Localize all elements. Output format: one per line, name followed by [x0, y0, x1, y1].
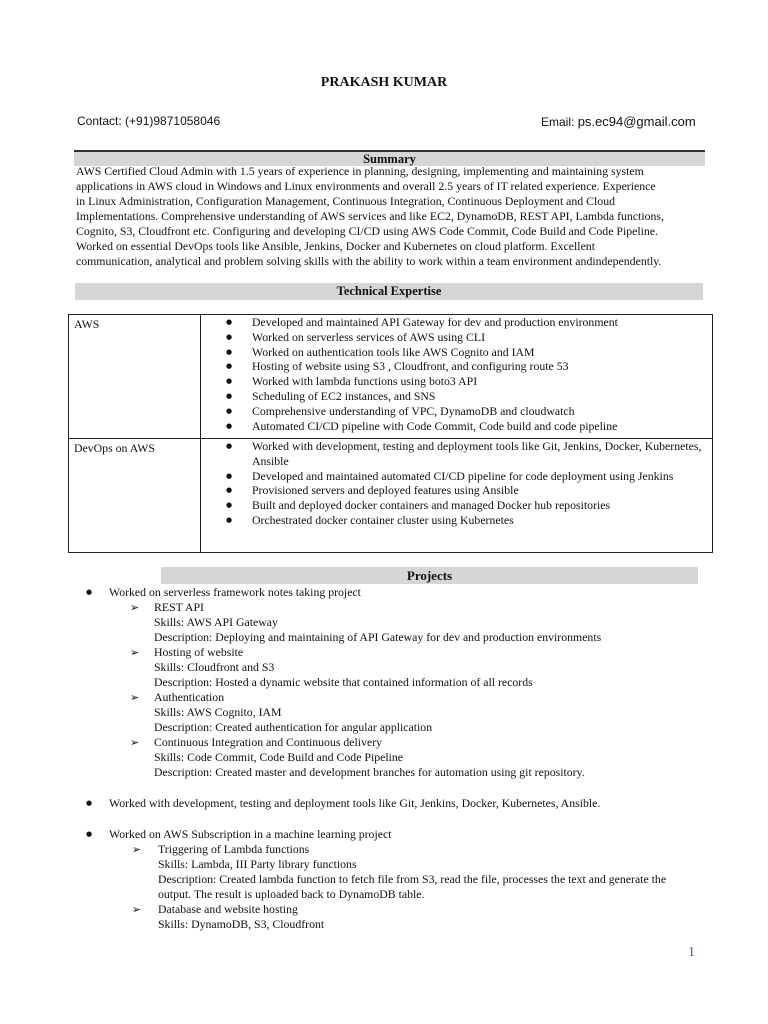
projects-heading: Projects — [161, 567, 698, 584]
arrow-bullet-icon: ➢ — [130, 601, 140, 614]
list-item: ● Hosting of website using S3 , Cloudfront, and configuring route 53 — [201, 359, 708, 374]
projects-section — [0, 585, 768, 932]
project-item: ● Worked on AWS Subscription in a machine learning project — [86, 827, 392, 841]
subproject-title: ➢ REST API — [130, 600, 204, 614]
email-address: ps.ec94@gmail.com — [577, 114, 696, 129]
subproject-description: Description: Created master and development branches for automation using git repository. — [154, 765, 585, 779]
summary-line: applications in AWS cloud in Windows and Linux environments and overall 2.5 years of IT related experience. Experience — [76, 179, 656, 193]
list-item: ● Provisioned servers and deployed features using Ansible — [201, 483, 708, 498]
subproject-skills: Skills: Code Commit, Code Build and Code Pipeline — [154, 750, 404, 764]
project-item: ● Worked on serverless framework notes taking project — [86, 585, 361, 599]
list-item: ● Developed and maintained API Gateway for dev and production environment — [201, 315, 708, 330]
summary-heading: Summary — [74, 150, 705, 166]
contact-phone: (+91)9871058046 — [125, 114, 221, 128]
subproject-skills: Skills: Cloudfront and S3 — [154, 660, 275, 674]
summary-line: Cognito, S3, Cloudfront etc. Configuring and developing CI/CD using AWS Code Commit, Code Build and Code Pipeline. — [76, 224, 658, 238]
table-row — [69, 439, 713, 553]
subproject-skills: Skills: AWS Cognito, IAM — [154, 705, 282, 719]
email-line — [541, 114, 696, 130]
summary-line: communication, analytical and problem solving skills with the ability to work within a team environment andindependently. — [76, 254, 662, 268]
list-item: ● Automated CI/CD pipeline with Code Commit, Code build and code pipeline — [201, 419, 708, 434]
list-item: ● Worked with development, testing and deployment tools like Git, Jenkins, Docker, Kubernetes, Ansible — [201, 439, 708, 469]
category-cell: DevOps on AWS — [69, 439, 201, 553]
list-item: ● Built and deployed docker containers and managed Docker hub repositories — [201, 498, 708, 513]
bullet-icon: ● — [86, 799, 93, 807]
subproject-description: Description: Hosted a dynamic website that contained information of all records — [154, 675, 533, 689]
summary-line: AWS Certified Cloud Admin with 1.5 years of experience in planning, designing, implementing and maintaining system — [76, 164, 644, 178]
subproject-description: Description: Created lambda function to fetch file from S3, read the file, processes the text and generate the output. The result is uploaded back to DynamoDB table. — [158, 872, 667, 901]
items-cell — [201, 315, 713, 439]
subproject-skills: Skills: AWS API Gateway — [154, 615, 278, 629]
page-number: 1 — [688, 945, 695, 960]
email-label: Email: — [541, 115, 578, 129]
list-item: ● Developed and maintained automated CI/CD pipeline for code deployment using Jenkins — [201, 469, 708, 484]
skill-list — [201, 315, 708, 433]
technical-expertise-heading: Technical Expertise — [75, 283, 703, 300]
arrow-bullet-icon: ➢ — [130, 736, 140, 749]
subproject-title: ➢ Authentication — [130, 690, 225, 704]
items-cell — [201, 439, 713, 553]
subproject-title: ➢ Triggering of Lambda functions — [132, 842, 310, 856]
subproject-description: Description: Created authentication for angular application — [154, 720, 433, 734]
subproject-title: ➢ Hosting of website — [130, 645, 244, 659]
technical-expertise-table — [68, 314, 713, 553]
subproject-skills: Skills: Lambda, III Party library functions — [158, 857, 357, 871]
arrow-bullet-icon: ➢ — [132, 843, 142, 856]
summary-paragraph — [76, 164, 704, 269]
arrow-bullet-icon: ➢ — [130, 691, 140, 704]
bullet-icon: ● — [86, 588, 93, 596]
arrow-bullet-icon: ➢ — [132, 903, 142, 916]
arrow-bullet-icon: ➢ — [130, 646, 140, 659]
summary-line: Worked on essential DevOps tools like Ansible, Jenkins, Docker and Kubernetes on cloud platform. Excellent — [76, 239, 595, 253]
subproject-title: ➢ Database and website hosting — [132, 902, 298, 916]
bullet-icon: ● — [86, 830, 93, 838]
table-row — [69, 315, 713, 439]
category-cell: AWS — [69, 315, 201, 439]
skill-list — [201, 439, 708, 528]
candidate-name: PRAKASH KUMAR — [320, 75, 448, 90]
project-item: ● Worked with development, testing and deployment tools like Git, Jenkins, Docker, Kubernetes, Ansible. — [86, 796, 601, 810]
summary-line: in Linux Administration, Configuration Management, Continuous Integration, Continuous Deployment and Cloud — [76, 194, 615, 208]
subproject-skills: Skills: DynamoDB, S3, Cloudfront — [158, 917, 325, 931]
list-item: ● Worked on serverless services of AWS using CLI — [201, 330, 708, 345]
list-item: ● Orchestrated docker container cluster using Kubernetes — [201, 513, 708, 528]
list-item: ● Worked with lambda functions using boto3 API — [201, 374, 708, 389]
list-item: ● Scheduling of EC2 instances, and SNS — [201, 389, 708, 404]
subproject-title: ➢ Continuous Integration and Continuous delivery — [130, 735, 383, 749]
contact-label: Contact: — [77, 114, 126, 128]
list-item: ● Worked on authentication tools like AWS Cognito and IAM — [201, 345, 708, 360]
contact-line — [77, 114, 220, 129]
summary-line: Implementations. Comprehensive understanding of AWS services and like EC2, DynamoDB, REST API, Lambda functions, — [76, 209, 664, 223]
subproject-description: Description: Deploying and maintaining of API Gateway for dev and production environments — [154, 630, 602, 644]
list-item: ● Comprehensive understanding of VPC, DynamoDB and cloudwatch — [201, 404, 708, 419]
